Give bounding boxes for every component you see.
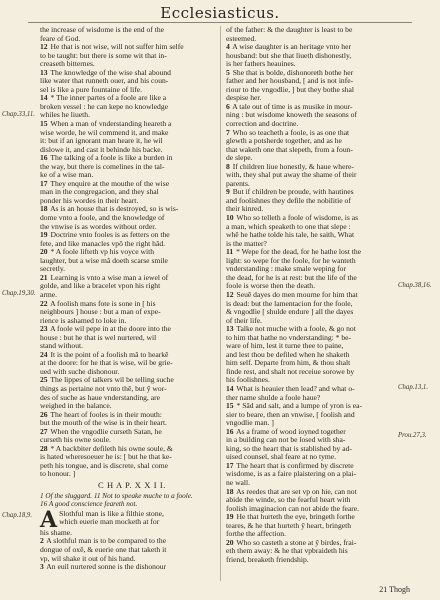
verse-line	[40, 394, 224, 403]
verse-line	[226, 453, 410, 462]
verse-text: like water that runneth ouer, and his coun-	[40, 77, 169, 86]
verse-text: He that hurteth the eye, bringeth forthe	[236, 513, 355, 522]
verse-text: The talking of a foole is like a burden in	[50, 154, 173, 163]
verse-number: 16	[226, 427, 234, 436]
verse-line	[40, 69, 224, 78]
verse-text: the increase of wisdome is the end of the	[40, 26, 164, 34]
verse-line	[226, 342, 410, 351]
verse-text: of their life.	[226, 316, 263, 325]
verse-line: Slothful man is like a filthie stone,	[59, 509, 164, 518]
verse-text: stand without.	[40, 342, 84, 351]
verse-text: and foolishnes they defile the nobilitie of	[226, 196, 351, 205]
verse-text: As a frame of wood ioyned together	[236, 427, 346, 436]
verse-text: ne wall.	[226, 478, 251, 487]
verse-line	[40, 453, 224, 462]
verse-line	[226, 265, 410, 274]
verse-line	[40, 411, 224, 420]
verse-line	[40, 103, 224, 112]
verse-text: When the vngodlie curseth Satan, he	[50, 427, 162, 436]
verse-number: 13	[226, 325, 234, 334]
verse-text: des of suche as haue vnderstanding, are	[40, 393, 160, 402]
verse-text: his foolishnes.	[226, 376, 270, 385]
header-rule	[28, 22, 412, 23]
verse-line	[226, 69, 410, 78]
verse-line	[226, 351, 410, 360]
verse-text: things as pertaine not vnto thẽ, but ỹ wor-	[40, 384, 167, 393]
verse-line	[226, 411, 410, 420]
verse-number: 17	[40, 179, 48, 188]
verse-line	[226, 513, 410, 522]
verse-line	[40, 86, 224, 95]
left-column	[40, 26, 224, 572]
margin-note: Chap.18,9.	[2, 512, 33, 519]
verse-line	[226, 547, 410, 556]
verse-text: laughter, but a wise mã doeth scarse smile	[40, 256, 168, 265]
verse-line	[40, 137, 224, 146]
verse-line	[40, 248, 224, 257]
verse-text: ning : but wisdome knoweth the seasons of	[226, 111, 357, 120]
verse-line	[226, 60, 410, 69]
verse-number: 9	[226, 188, 230, 197]
verse-text: It is the point of a foolish mã to hearkẽ	[50, 350, 169, 359]
verse-text: An euil nurtered sonne is the dishonour	[46, 563, 167, 572]
verse-text: vngodlie man. ]	[226, 419, 274, 428]
verse-line	[226, 556, 410, 565]
verse-line	[226, 394, 410, 403]
verse-number: 15	[226, 402, 234, 411]
verse-text: to him that hathe no vnderstanding: * be-	[226, 333, 352, 342]
verse-line	[40, 60, 224, 69]
verse-text: and lest thou be defiled when he shaketh	[226, 350, 350, 359]
running-header: Ecclesiasticus.	[160, 4, 280, 22]
verse-text: * Sãd and salt, and a lumpe of yron is ea-	[236, 402, 362, 411]
verse-line	[226, 214, 410, 223]
verse-text: The lippes of talkers wil be telling suche	[50, 376, 174, 385]
verse-line	[226, 376, 410, 385]
verse-number: 14	[226, 384, 234, 393]
verse-line	[40, 291, 224, 300]
verse-text: ware of him, lest it turne thee to paine,	[226, 342, 344, 351]
verse-text: man in the congregacion, and they shal	[40, 188, 159, 197]
verse-text: weighed in the balance.	[40, 402, 112, 411]
verse-text: a man, which speaketh to one that slepe :	[226, 222, 351, 231]
verse-text: him self. Departe from him, & thou shalt	[226, 359, 351, 368]
verse-line	[40, 77, 224, 86]
verse-text: * The inner partes of a foole are like a	[50, 94, 167, 103]
verse-line	[226, 137, 410, 146]
verse-text: their kinred.	[226, 205, 264, 214]
verse-text: in a building can not be losed with sha-	[226, 436, 346, 445]
verse-text: dongue of oxẽ, & euerie one that taketh it	[40, 546, 167, 555]
verse-number: 10	[226, 214, 234, 223]
catchword: 21 Thogh	[379, 585, 410, 594]
verse-line	[226, 385, 410, 394]
verse-line	[40, 257, 224, 266]
verse-line	[40, 300, 224, 309]
verse-number: 11	[226, 248, 234, 257]
verse-text: housband: but she that liueth dishonestly,	[226, 51, 352, 60]
verse-text: father and her housband, [ and is not infe-	[226, 77, 354, 86]
verse-line	[40, 385, 224, 394]
verse-line	[40, 120, 224, 129]
verse-text: eth them away: & he that vpbraideth his	[226, 547, 348, 556]
verse-text: rience is ashamed to loke in.	[40, 316, 127, 325]
verse-text: of the father: & the daughter is least to be	[226, 26, 353, 34]
verse-line	[40, 52, 224, 61]
verse-line	[40, 240, 224, 249]
verse-line	[40, 26, 224, 35]
verse-number: 8	[226, 162, 230, 171]
verse-text: the vnwise is as wordes without order.	[40, 222, 157, 231]
verse-line	[40, 325, 224, 334]
verse-line	[226, 205, 410, 214]
verse-text: abide the winde, so the fearful heart with	[226, 496, 351, 505]
verse-line	[40, 171, 224, 180]
verse-line	[40, 368, 224, 377]
verse-number: 20	[226, 538, 234, 547]
verse-line	[226, 240, 410, 249]
verse-line	[40, 180, 224, 189]
verse-text: creaseth bitternes.	[40, 60, 95, 69]
verse-text: teares, & he that hurteth ỹ heart, bringeth	[226, 521, 352, 530]
verse-text: uised counsel, shal feare at no tyme.	[226, 453, 337, 462]
verse-line	[226, 368, 410, 377]
verse-line	[226, 445, 410, 454]
verse-line	[40, 546, 224, 555]
verse-line	[226, 334, 410, 343]
verse-text: fete, and like manacles vpõ the right hãd.	[40, 239, 166, 248]
verse-line	[226, 26, 410, 35]
chapter-summary-line: 1 Of the sluggard. 11 Not to speake muche to a foole.	[40, 491, 193, 500]
verse-line	[40, 351, 224, 360]
verse-line	[40, 470, 224, 479]
verse-line	[40, 537, 224, 546]
verse-line	[226, 35, 410, 44]
verse-number: 24	[40, 350, 48, 359]
verse-number: 6	[226, 102, 230, 111]
verse-line	[40, 308, 224, 317]
verse-number: 21	[40, 273, 48, 282]
verse-line	[40, 359, 224, 368]
verse-line	[226, 43, 410, 52]
verse-line	[226, 282, 410, 291]
verse-text: Seuē dayes do men mourne for him that	[236, 290, 358, 299]
verse-text: Learning is vnto a wise man a iewel of	[50, 273, 169, 282]
verse-line	[226, 154, 410, 163]
verse-number: 13	[40, 68, 48, 77]
verse-number: 28	[40, 444, 48, 453]
verse-line	[40, 231, 224, 240]
verse-line	[226, 359, 410, 368]
verse-text: whiles he liueth.	[40, 111, 90, 120]
verse-line	[40, 462, 224, 471]
verse-text: to honour. ]	[40, 470, 76, 479]
verse-line	[226, 77, 410, 86]
verse-number: 20	[40, 248, 48, 257]
verse-line	[40, 445, 224, 454]
verse-text: correction and doctrine.	[226, 120, 299, 129]
verse-text: the way, but there is comelines in the tal-	[40, 162, 165, 171]
verse-number: 25	[40, 376, 48, 385]
verse-text: * A backbiter defileth his owne soule, &	[50, 444, 173, 453]
verse-line	[40, 214, 224, 223]
verse-line	[40, 197, 224, 206]
verse-text: The knowledge of the wise shal abound	[50, 68, 171, 77]
verse-line	[226, 163, 410, 172]
verse-text: Who so telleth a foole of wisdome, is as	[236, 214, 359, 223]
verse-line	[226, 129, 410, 138]
verse-line	[40, 342, 224, 351]
verse-line	[226, 188, 410, 197]
verse-line	[226, 111, 410, 120]
verse-text: dome vnto a foole, and the knowledge of	[40, 214, 165, 223]
verse-text: that waketh one that slepeth, from a foun-	[226, 145, 353, 154]
verse-line	[226, 402, 410, 411]
verse-text: curseth his owne soule.	[40, 436, 111, 445]
verse-text: A foolish mans fote is sone in [ his	[50, 299, 156, 308]
verse-line	[226, 94, 410, 103]
verse-text: If children liue honestly, & haue where-	[232, 162, 354, 171]
verse-number: 23	[40, 325, 48, 334]
verse-line	[40, 205, 224, 214]
verse-text: it: but if an ignorant man heare it, he wil	[40, 137, 163, 146]
verse-line	[226, 488, 410, 497]
verse-text: As reedes that are set vp on hie, can not	[236, 487, 357, 496]
verse-text: A tale out of time is as musike in mour-	[232, 102, 353, 111]
chapter-heading: C H A P. X X I I.	[97, 479, 167, 490]
verse-text: golde, and like a bracelet vpon his right	[40, 282, 161, 291]
verse-line: which euerie man mocketh at for	[59, 518, 160, 527]
verse-number: 12	[226, 290, 234, 299]
verse-line	[226, 308, 410, 317]
margin-note: Prou.27,3.	[398, 432, 427, 439]
verse-text: despise her.	[226, 94, 262, 103]
verse-text: wisdome, is as a faire plaistering on a plai-	[226, 470, 357, 479]
verse-line	[40, 146, 224, 155]
verse-line	[226, 223, 410, 232]
verse-line	[40, 402, 224, 411]
margin-note: Chap.19,30.	[2, 290, 36, 297]
verse-line	[226, 428, 410, 437]
verse-line	[226, 317, 410, 326]
verse-line	[226, 436, 410, 445]
verse-text: * A foole lifteth vp his voyce with	[50, 248, 155, 257]
verse-text: is the matter?	[226, 239, 267, 248]
verse-line	[40, 376, 224, 385]
verse-text: king, so the heart that is stablished by ad-	[226, 444, 352, 453]
verse-text: the dead, for he is at rest: but the life of the	[226, 273, 357, 282]
verse-number: 3	[40, 563, 44, 572]
verse-number: 18	[226, 487, 234, 496]
verse-text: friend, breaketh friendship.	[226, 555, 309, 564]
drop-capital: A	[40, 506, 58, 533]
verse-line	[226, 291, 410, 300]
verse-text: She that is bolde, dishonoreth bothe her	[232, 68, 354, 77]
chapter-summary	[40, 492, 224, 508]
margin-note: Chap.38,16.	[398, 282, 432, 289]
verse-text: The heart of fooles is in their mouth:	[50, 410, 162, 419]
verse-line	[226, 120, 410, 129]
verse-line	[40, 35, 224, 44]
verse-line	[40, 265, 224, 274]
verse-text: de slepe.	[226, 154, 253, 163]
margin-note: Chap.33,11.	[2, 111, 35, 118]
verse-text: but the mouth of the wise is in their heart.	[40, 419, 167, 428]
right-column-lines	[226, 26, 410, 564]
verse-line	[226, 231, 410, 240]
verse-line	[226, 325, 410, 334]
verse-line	[40, 555, 224, 564]
verse-text: light: so wepe for the foole, for he wanteth	[226, 256, 356, 265]
verse-number: 7	[226, 128, 230, 137]
verse-text: A slothful man is to be compared to the	[46, 537, 167, 546]
verse-number: 5	[226, 68, 230, 77]
verse-line	[40, 43, 224, 52]
verse-text: broken vessel : he can kepe no knowledge	[40, 102, 168, 111]
verse-line	[226, 180, 410, 189]
verse-text: Who so teacheth a foole, is as one that	[232, 128, 350, 137]
verse-text: The heart that is confirmed by discrete	[236, 461, 354, 470]
verse-number: 19	[226, 513, 234, 522]
verse-number: 15	[40, 120, 48, 129]
verse-line	[226, 419, 410, 428]
verse-line	[226, 496, 410, 505]
verse-text: foolish imaginacion can not abide the feare.	[226, 504, 360, 513]
verse-text: sier to beare, then an vnwise, [ foolish and	[226, 410, 355, 419]
verse-text: Doctrine vnto fooles is as fetters on the	[50, 231, 170, 240]
verse-text: But if children be proude, with hautines	[232, 188, 354, 197]
verse-number: 2	[40, 537, 44, 546]
verse-line	[226, 539, 410, 548]
verse-text: to be taught: but there is some wit that in-	[40, 51, 167, 60]
verse-line	[40, 317, 224, 326]
verse-text: with, they shal put away the shame of their	[226, 171, 357, 180]
verse-text: He that is not wise, will not suffer him selfe	[50, 43, 184, 52]
verse-text: house : but he that is wel nurtered, wil	[40, 333, 157, 342]
right-column	[226, 26, 410, 564]
left-column-lines	[40, 26, 224, 479]
verse-line	[40, 529, 224, 538]
verse-line	[40, 334, 224, 343]
verse-text: whẽ he hathe tolde his tale, he saith, What	[226, 231, 355, 240]
verse-line	[40, 163, 224, 172]
verse-text: Who so casteth a stone at ỹ birdes, frai-	[236, 538, 357, 547]
verse-line	[226, 197, 410, 206]
verse-number: 17	[226, 461, 234, 470]
verse-number: 18	[40, 205, 48, 214]
verse-text: As is an house that is destroyed, so is wis-	[50, 205, 179, 214]
verse-line	[226, 86, 410, 95]
verse-text: ke of a wise man.	[40, 171, 94, 180]
verse-text: sel is like a pure fountaine of life.	[40, 85, 143, 94]
verse-line	[226, 530, 410, 539]
verse-line	[226, 257, 410, 266]
verse-line	[226, 470, 410, 479]
verse-text: is dead: but the lamentacion for the foole,	[226, 299, 353, 308]
verse-text: neighbours ] house : but a man of expe-	[40, 308, 161, 317]
verse-number: 26	[40, 410, 48, 419]
verse-line	[40, 282, 224, 291]
verse-text: parents.	[226, 179, 250, 188]
verse-text: & vngodlie [ shulde endure ] all the dayes	[226, 308, 354, 317]
verse-line	[226, 479, 410, 488]
verse-line	[226, 248, 410, 257]
verse-text: his shame.	[40, 528, 73, 537]
verse-line	[40, 154, 224, 163]
verse-text: is her fathers heauines.	[226, 60, 296, 69]
verse-line	[40, 428, 224, 437]
verse-text: is hated wheresoeuer he is: [ but he that ke-	[40, 453, 172, 462]
chapter-summary-line: 16 A good conscience feareth not.	[40, 499, 138, 508]
verse-text: Talke not muche with a foole, & go not	[236, 325, 356, 334]
verse-line	[226, 52, 410, 61]
verse-text: peth his tongue, and is discrete, shal come	[40, 461, 169, 470]
verse-line	[226, 171, 410, 180]
verse-number: 19	[40, 231, 48, 240]
verse-number: 4	[226, 43, 230, 52]
verse-number: 16	[40, 154, 48, 163]
verse-line	[40, 274, 224, 283]
verse-line	[40, 129, 224, 138]
verse-text: A wise daughter is an heritage vnto her	[232, 43, 352, 52]
verse-text: at the doore: for he that is wise, wil be grie-	[40, 359, 173, 368]
verse-text: vp, wil shake it out of his hand.	[40, 554, 136, 563]
verse-text: ther name shulde a foole haue?	[226, 393, 321, 402]
verse-text: A foole wil pepe in at the doore into the	[50, 325, 171, 334]
verse-line	[40, 563, 224, 572]
verse-line	[226, 274, 410, 283]
verse-text: glewth a potsherde together, and as he	[226, 137, 342, 146]
left-column-tail	[40, 529, 224, 572]
verse-line	[226, 505, 410, 514]
verse-text: foole is worse then the death.	[226, 282, 315, 291]
verse-text: * Wepe for the dead, for he hathe lost the	[236, 248, 362, 257]
verse-line	[226, 462, 410, 471]
verse-line	[40, 111, 224, 120]
verse-text: dislowe it, and cast it behinde his backe.	[40, 145, 163, 154]
verse-number: 12	[40, 43, 48, 52]
verse-number: 14	[40, 94, 48, 103]
verse-line	[40, 419, 224, 428]
verse-number: 27	[40, 427, 48, 436]
verse-text: wise worde, he wil commend it, and make	[40, 128, 169, 137]
verse-text: What is heauier then lead? and what o-	[236, 384, 355, 393]
verse-text: vnderstanding : make smale weping for	[226, 265, 346, 274]
verse-text: feare of God.	[40, 34, 81, 43]
verse-line	[40, 223, 224, 232]
verse-text: They enquire at the mouthe of the wise	[50, 179, 170, 188]
verse-line	[226, 522, 410, 531]
verse-text: riour to the vngodlie, ] but they bothe shal	[226, 85, 355, 94]
verse-number: 22	[40, 299, 48, 308]
verse-text: ued with suche dishonour.	[40, 367, 120, 376]
verse-text: forthe the affection.	[226, 530, 286, 539]
verse-text: arme.	[40, 290, 58, 299]
verse-line	[40, 188, 224, 197]
verse-line	[40, 94, 224, 103]
verse-line	[226, 103, 410, 112]
margin-note: Chap.13,1.	[398, 384, 429, 391]
verse-line	[226, 300, 410, 309]
verse-text: finde rest, and shalt not receiue sorowe by	[226, 367, 355, 376]
verse-text: esteemed.	[226, 34, 257, 43]
verse-line	[226, 146, 410, 155]
verse-text: ponder his wordes in their heart.	[40, 196, 139, 205]
verse-text: When a man of vnderstanding heareth a	[50, 120, 172, 129]
verse-text: secretly.	[40, 265, 66, 274]
verse-line	[40, 436, 224, 445]
